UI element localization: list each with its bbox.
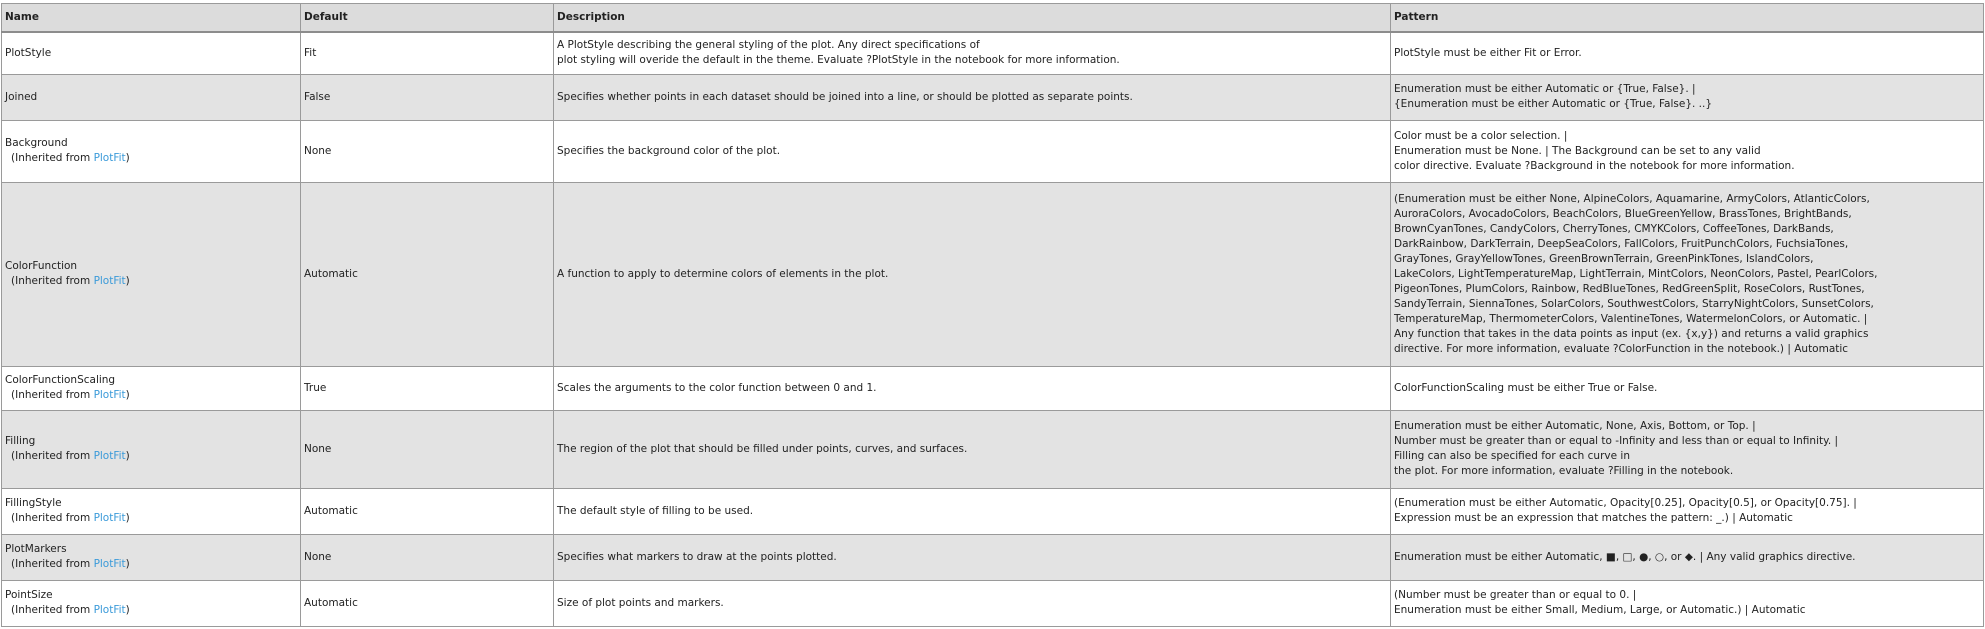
table-row bbox=[2, 410, 1984, 488]
pattern-line: BrownCyanTones, CandyColors, CherryTones, CMYKColors, CoffeeTones, DarkBands, bbox=[1394, 222, 1834, 235]
plotfit-link[interactable]: PlotFit bbox=[93, 512, 126, 524]
option-name: PlotMarkers bbox=[5, 543, 67, 555]
inherited-prefix: (Inherited from bbox=[11, 389, 94, 401]
inherited-prefix: (Inherited from bbox=[11, 152, 94, 164]
option-name-cell bbox=[2, 410, 301, 488]
option-default: True bbox=[301, 366, 554, 410]
option-description bbox=[554, 488, 1391, 534]
option-name: PointSize bbox=[5, 589, 53, 601]
pattern-line: Color must be a color selection. | bbox=[1394, 129, 1568, 142]
option-default: None bbox=[301, 120, 554, 182]
option-pattern bbox=[1391, 182, 1984, 366]
plotfit-link[interactable]: PlotFit bbox=[93, 450, 126, 462]
option-pattern bbox=[1391, 32, 1984, 74]
description-line: A PlotStyle describing the general styling of the plot. Any direct specifications of bbox=[557, 39, 980, 52]
option-name-cell bbox=[2, 32, 301, 74]
inherited-note bbox=[5, 511, 297, 526]
option-default: None bbox=[301, 410, 554, 488]
option-pattern bbox=[1391, 580, 1984, 626]
option-description bbox=[554, 32, 1391, 74]
header-description: Description bbox=[554, 4, 1391, 33]
option-name: ColorFunctionScaling bbox=[5, 374, 116, 386]
plotfit-link[interactable]: PlotFit bbox=[93, 389, 126, 401]
inherited-suffix: ) bbox=[125, 512, 130, 524]
table-row bbox=[2, 488, 1984, 534]
option-description bbox=[554, 410, 1391, 488]
option-description bbox=[554, 580, 1391, 626]
option-pattern bbox=[1391, 120, 1984, 182]
inherited-note bbox=[5, 449, 297, 464]
pattern-line: directive. For more information, evaluate ?ColorFunction in the notebook.) | Automatic bbox=[1394, 342, 1849, 355]
option-name-cell bbox=[2, 580, 301, 626]
option-name: FillingStyle bbox=[5, 497, 62, 509]
description-line: Scales the arguments to the color function between 0 and 1. bbox=[557, 381, 877, 394]
description-line: Specifies whether points in each dataset should be joined into a line, or should be plotted as separate points. bbox=[557, 90, 1133, 103]
option-description bbox=[554, 74, 1391, 120]
inherited-prefix: (Inherited from bbox=[11, 558, 94, 570]
pattern-line: Any function that takes in the data points as input (ex. {x,y}) and returns a valid graphics bbox=[1394, 327, 1869, 340]
pattern-line: (Enumeration must be either Automatic, Opacity[0.25], Opacity[0.5], or Opacity[0.75]. | bbox=[1394, 497, 1857, 509]
table-row bbox=[2, 366, 1984, 410]
pattern-line: (Enumeration must be either None, AlpineColors, Aquamarine, ArmyColors, AtlanticColors, bbox=[1394, 192, 1870, 205]
option-pattern bbox=[1391, 488, 1984, 534]
option-pattern bbox=[1391, 366, 1984, 410]
table-row bbox=[2, 74, 1984, 120]
description-line: Specifies what markers to draw at the points plotted. bbox=[557, 550, 837, 563]
pattern-line: Expression must be an expression that matches the pattern: _.) | Automatic bbox=[1394, 512, 1793, 524]
pattern-line: Number must be greater than or equal to -Infinity and less than or equal to Infinity. | bbox=[1394, 435, 1839, 447]
option-name-cell bbox=[2, 182, 301, 366]
pattern-line: the plot. For more information, evaluate ?Filling in the notebook. bbox=[1394, 465, 1734, 477]
table-row bbox=[2, 32, 1984, 74]
option-description bbox=[554, 534, 1391, 580]
option-name-cell bbox=[2, 74, 301, 120]
option-name-cell bbox=[2, 488, 301, 534]
inherited-suffix: ) bbox=[125, 558, 130, 570]
inherited-suffix: ) bbox=[125, 275, 130, 287]
inherited-note bbox=[5, 151, 297, 166]
inherited-note bbox=[5, 388, 297, 403]
inherited-suffix: ) bbox=[125, 152, 130, 164]
description-line: plot styling will overide the default in the theme. Evaluate ?PlotStyle in the notebook for more information. bbox=[557, 54, 1120, 67]
inherited-note bbox=[5, 274, 297, 289]
table-row bbox=[2, 534, 1984, 580]
options-table bbox=[1, 3, 1984, 627]
header-default: Default bbox=[301, 4, 554, 33]
pattern-line: color directive. Evaluate ?Background in the notebook for more information. bbox=[1394, 159, 1795, 172]
option-name: ColorFunction bbox=[5, 260, 78, 272]
option-default: Automatic bbox=[301, 580, 554, 626]
table-row bbox=[2, 120, 1984, 182]
header-name: Name bbox=[2, 4, 301, 33]
pattern-line: Filling can also be specified for each curve in bbox=[1394, 450, 1630, 462]
inherited-prefix: (Inherited from bbox=[11, 275, 94, 287]
pattern-line: (Number must be greater than or equal to 0. | bbox=[1394, 589, 1637, 601]
inherited-suffix: ) bbox=[125, 389, 130, 401]
option-name: Filling bbox=[5, 435, 36, 447]
pattern-line: PlotStyle must be either Fit or Error. bbox=[1394, 46, 1582, 59]
option-name-cell bbox=[2, 120, 301, 182]
option-name: PlotStyle bbox=[5, 46, 52, 59]
inherited-prefix: (Inherited from bbox=[11, 450, 94, 462]
pattern-line: AuroraColors, AvocadoColors, BeachColors, BlueGreenYellow, BrassTones, BrightBands, bbox=[1394, 207, 1852, 220]
option-default: Fit bbox=[301, 32, 554, 74]
inherited-prefix: (Inherited from bbox=[11, 604, 94, 616]
option-description bbox=[554, 120, 1391, 182]
option-default: Automatic bbox=[301, 182, 554, 366]
pattern-line: LakeColors, LightTemperatureMap, LightTerrain, MintColors, NeonColors, Pastel, PearlColors, bbox=[1394, 267, 1878, 280]
header-pattern: Pattern bbox=[1391, 4, 1984, 33]
pattern-line: DarkRainbow, DarkTerrain, DeepSeaColors, FallColors, FruitPunchColors, FuchsiaTones, bbox=[1394, 237, 1849, 250]
inherited-prefix: (Inherited from bbox=[11, 512, 94, 524]
header-row bbox=[2, 4, 1984, 33]
inherited-suffix: ) bbox=[125, 450, 130, 462]
pattern-line: Enumeration must be either Automatic or {True, False}. | bbox=[1394, 83, 1696, 95]
option-description bbox=[554, 366, 1391, 410]
description-line: The region of the plot that should be filled under points, curves, and surfaces. bbox=[557, 442, 968, 455]
plotfit-link[interactable]: PlotFit bbox=[93, 558, 126, 570]
option-name-cell bbox=[2, 366, 301, 410]
option-pattern bbox=[1391, 534, 1984, 580]
table-row bbox=[2, 580, 1984, 626]
plotfit-link[interactable]: PlotFit bbox=[93, 152, 126, 164]
description-line: Specifies the background color of the plot. bbox=[557, 144, 781, 157]
table-row bbox=[2, 182, 1984, 366]
pattern-line: SandyTerrain, SiennaTones, SolarColors, SouthwestColors, StarryNightColors, SunsetColors, bbox=[1394, 297, 1874, 310]
pattern-line: Enumeration must be either Small, Medium, Large, or Automatic.) | Automatic bbox=[1394, 604, 1806, 616]
inherited-note bbox=[5, 557, 297, 572]
inherited-suffix: ) bbox=[125, 604, 130, 616]
inherited-note bbox=[5, 603, 297, 618]
pattern-line: {Enumeration must be either Automatic or {True, False}. ..} bbox=[1394, 98, 1713, 110]
plotfit-link[interactable]: PlotFit bbox=[93, 275, 126, 287]
option-name-cell bbox=[2, 534, 301, 580]
description-line: The default style of filling to be used. bbox=[557, 504, 754, 517]
option-default: Automatic bbox=[301, 488, 554, 534]
option-default: None bbox=[301, 534, 554, 580]
pattern-line: GrayTones, GrayYellowTones, GreenBrownTerrain, GreenPinkTones, IslandColors, bbox=[1394, 252, 1814, 265]
option-name: Background bbox=[5, 137, 68, 149]
option-name: Joined bbox=[5, 90, 38, 103]
option-pattern bbox=[1391, 74, 1984, 120]
option-pattern bbox=[1391, 410, 1984, 488]
plotfit-link[interactable]: PlotFit bbox=[93, 604, 126, 616]
description-line: A function to apply to determine colors of elements in the plot. bbox=[557, 267, 889, 280]
option-description bbox=[554, 182, 1391, 366]
pattern-line: TemperatureMap, ThermometerColors, ValentineTones, WatermelonColors, or Automatic. | bbox=[1394, 312, 1868, 325]
pattern-line: PigeonTones, PlumColors, Rainbow, RedBlueTones, RedGreenSplit, RoseColors, RustTones, bbox=[1394, 282, 1865, 295]
option-default: False bbox=[301, 74, 554, 120]
pattern-line: Enumeration must be None. | The Background can be set to any valid bbox=[1394, 144, 1761, 157]
description-line: Size of plot points and markers. bbox=[557, 596, 724, 609]
pattern-line: ColorFunctionScaling must be either True or False. bbox=[1394, 381, 1658, 394]
pattern-line: Enumeration must be either Automatic, ■, □, ●, ○, or ◆. | Any valid graphics directive. bbox=[1394, 550, 1856, 563]
pattern-line: Enumeration must be either Automatic, None, Axis, Bottom, or Top. | bbox=[1394, 420, 1756, 432]
